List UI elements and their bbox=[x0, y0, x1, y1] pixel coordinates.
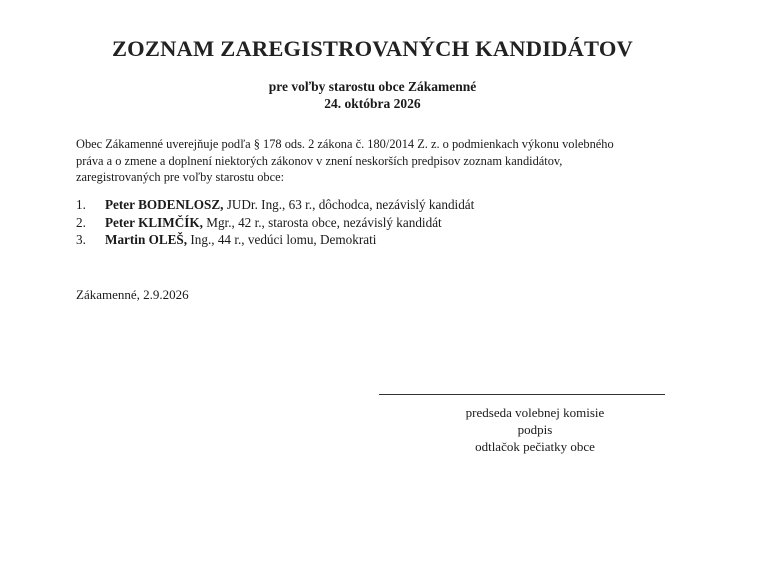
candidate-details: Ing., 44 r., vedúci lomu, Demokrati bbox=[187, 232, 377, 247]
candidate-details: JUDr. Ing., 63 r., dôchodca, nezávislý kandidát bbox=[223, 197, 475, 212]
signature-block bbox=[420, 405, 650, 455]
candidate-name: Peter KLIMČÍK, bbox=[105, 214, 203, 230]
candidate-item bbox=[76, 231, 474, 249]
candidate-number: 3. bbox=[76, 232, 86, 247]
candidate-number: 1. bbox=[76, 197, 86, 212]
election-date: 24. októbra 2026 bbox=[324, 96, 421, 111]
candidate-name: Martin OLEŠ, bbox=[105, 232, 188, 247]
intro-line: Obec Zákamenné uverejňuje podľa § 178 ods. 2 zákona č. 180/2014 Z. z. o podmienkach výkonu volebného bbox=[76, 137, 614, 151]
election-subtitle: pre voľby starostu obce Zákamenné bbox=[268, 79, 477, 94]
candidate-details: Mgr., 42 r., starosta obce, nezávislý kandidát bbox=[202, 214, 442, 230]
candidate-name: Peter BODENLOSZ, bbox=[105, 197, 224, 212]
stamp-label: odtlačok pečiatky obce bbox=[475, 438, 595, 454]
signature-line bbox=[379, 394, 665, 395]
candidate-item bbox=[76, 214, 474, 232]
candidate-item bbox=[76, 196, 474, 214]
candidate-number: 2. bbox=[76, 214, 86, 230]
intro-paragraph bbox=[76, 136, 676, 186]
signature-label: podpis bbox=[517, 421, 553, 437]
intro-line: práva a o zmene a doplnení niektorých zákonov v znení neskorších predpisov zoznam kandidátov, bbox=[76, 153, 563, 168]
document-title: ZOZNAM ZAREGISTROVANÝCH KANDIDÁTOV bbox=[111, 36, 634, 61]
place-and-date: Zákamenné, 2.9.2026 bbox=[76, 287, 189, 302]
signature-role: predseda volebnej komisie bbox=[465, 405, 605, 420]
intro-line: zaregistrovaných pre voľby starostu obce: bbox=[76, 170, 285, 184]
candidate-list bbox=[76, 196, 474, 249]
